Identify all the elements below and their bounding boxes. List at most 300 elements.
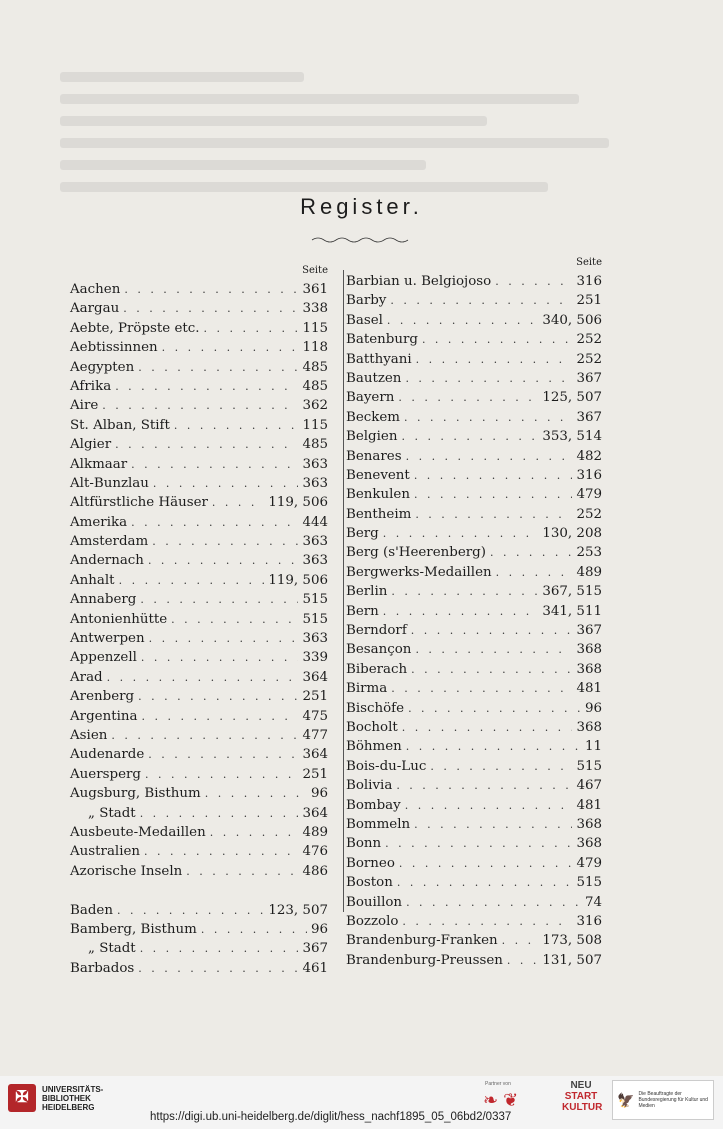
index-entry (346, 485, 602, 504)
viewer-footer (0, 1076, 723, 1129)
leader-dots (402, 912, 572, 931)
leader-dots (405, 796, 573, 815)
leader-dots (174, 416, 299, 435)
entry-page: 96 (310, 786, 328, 802)
leader-dots (140, 804, 299, 823)
entry-name: Berndorf (346, 623, 407, 639)
leader-dots (406, 447, 573, 466)
library-name-line3: HEIDELBERG (42, 1102, 95, 1112)
index-entry (70, 901, 328, 920)
entry-page: 444 (302, 514, 328, 530)
entry-page: 118 (302, 340, 328, 356)
entry-name: Basel (346, 312, 383, 328)
leader-dots (186, 862, 298, 881)
entry-page: 363 (302, 475, 328, 491)
entry-page: 476 (302, 844, 328, 860)
index-entry (346, 330, 602, 349)
entry-page: 482 (576, 448, 602, 464)
index-entry (70, 435, 328, 454)
entry-name: Auersperg (70, 766, 141, 782)
entry-name: Boston (346, 875, 393, 891)
index-entry (70, 804, 328, 823)
index-entry (70, 648, 328, 667)
leader-dots (138, 687, 298, 706)
leader-dots (414, 815, 572, 834)
index-entry (346, 369, 602, 388)
index-entry (346, 602, 602, 621)
entry-page: 96 (584, 700, 602, 716)
title-flourish (310, 236, 414, 244)
page-title: Register. (300, 194, 423, 219)
entry-name: Batenburg (346, 332, 418, 348)
entry-name: Borneo (346, 855, 395, 871)
leader-dots (141, 707, 298, 726)
leader-dots (140, 590, 298, 609)
index-entry (70, 784, 328, 803)
index-entry (346, 427, 602, 446)
entry-name: Bonn (346, 836, 382, 852)
index-entry (346, 524, 602, 543)
entry-page: 467 (576, 778, 602, 794)
entry-page: 363 (302, 631, 328, 647)
entry-name: Bentheim (346, 506, 412, 522)
leader-dots (383, 602, 539, 621)
entry-page: 361 (302, 282, 328, 297)
index-entry (70, 862, 328, 881)
entry-name: Böhmen (346, 739, 402, 755)
index-entry (346, 815, 602, 834)
index-entry (70, 358, 328, 377)
index-entry (346, 796, 602, 815)
entry-name: Appenzell (70, 650, 137, 666)
entry-name: Bommeln (346, 816, 411, 832)
index-entry (346, 854, 602, 873)
entry-page: 485 (302, 359, 328, 375)
leader-dots (502, 931, 539, 950)
leader-dots (162, 338, 299, 357)
leader-dots (111, 726, 298, 745)
leader-dots (153, 474, 299, 493)
entry-page: 475 (302, 708, 328, 724)
entry-name: Azorische Inseln (70, 863, 183, 879)
entry-page: 353, 514 (542, 429, 602, 445)
leader-dots (396, 776, 572, 795)
entry-page: 486 (302, 863, 328, 879)
entry-page: 338 (302, 301, 328, 317)
index-entry (346, 912, 602, 931)
index-entry (70, 707, 328, 726)
entry-page: 368 (576, 836, 602, 852)
index-entry (70, 416, 328, 435)
index-entry (70, 939, 328, 958)
entry-name: Bayern (346, 390, 395, 406)
leader-dots (411, 621, 573, 640)
library-name-line2: BIBLIOTHEK (42, 1093, 91, 1103)
seite-label-left: Seite (302, 265, 328, 276)
entry-name: Bautzen (346, 370, 402, 386)
index-entry (70, 474, 328, 493)
leader-dots (390, 291, 572, 310)
leader-dots (411, 660, 572, 679)
index-entry (346, 466, 602, 485)
entry-page: 339 (302, 650, 328, 666)
entry-page: 252 (576, 506, 602, 522)
seite-label-right: Seite (576, 257, 602, 268)
leader-dots (391, 582, 538, 601)
entry-name: Algier (70, 437, 112, 453)
entry-page: 253 (576, 545, 602, 561)
leader-dots (387, 311, 538, 330)
leader-dots (204, 319, 299, 338)
index-entry (70, 532, 328, 551)
entry-name: Andernach (70, 553, 144, 569)
entry-page: 96 (310, 921, 328, 937)
index-entry (346, 311, 602, 330)
index-entry (70, 280, 328, 299)
neustart-kultur-logo[interactable] (562, 1080, 603, 1116)
entry-name: Brandenburg-Franken (346, 933, 498, 949)
index-entry (346, 951, 602, 970)
entry-page: 481 (576, 797, 602, 813)
leader-dots (399, 854, 573, 873)
entry-page: 123, 507 (268, 902, 328, 918)
entry-page: 74 (584, 894, 602, 910)
leader-dots (401, 427, 538, 446)
index-entry (70, 493, 328, 512)
entry-name: Alt-Bunzlau (70, 475, 149, 491)
entry-name: Barby (346, 293, 387, 309)
index-entry (346, 834, 602, 853)
index-entry (70, 668, 328, 687)
entry-name: Bocholt (346, 719, 398, 735)
index-entry (70, 455, 328, 474)
entry-name: Aachen (70, 282, 121, 297)
entry-page: 367 (576, 409, 602, 425)
entry-page: 119, 506 (268, 495, 328, 511)
index-entry (70, 765, 328, 784)
neustart-line3: KULTUR (562, 1102, 603, 1113)
leader-dots (383, 524, 539, 543)
index-entry (70, 610, 328, 629)
entry-page: 368 (576, 642, 602, 658)
entry-page: 119, 506 (268, 572, 328, 588)
leader-dots (495, 272, 572, 291)
leader-dots (115, 435, 298, 454)
entry-name: Besançon (346, 642, 412, 658)
leader-dots (397, 873, 573, 892)
leader-dots (391, 679, 572, 698)
entry-name: Bischöfe (346, 700, 405, 716)
page-url[interactable]: https://digi.ub.uni-heidelberg.de/diglit/hess_nachf1895_05_06bd2/0337 (150, 1111, 512, 1123)
entry-page: 364 (302, 669, 328, 685)
index-entry (346, 640, 602, 659)
index-entry (346, 408, 602, 427)
leader-dots (117, 901, 264, 920)
column-divider (343, 270, 344, 912)
entry-name: Bamberg, Bisthum (70, 921, 197, 937)
leader-dots (405, 369, 572, 388)
leader-dots (385, 834, 572, 853)
entry-page: 515 (302, 611, 328, 627)
leader-dots (144, 842, 298, 861)
leader-dots (131, 513, 298, 532)
leader-dots (210, 823, 299, 842)
entry-name: Aargau (70, 301, 120, 317)
entry-name: Asien (70, 727, 108, 743)
entry-page: 131, 507 (542, 952, 602, 968)
index-entry (346, 718, 602, 737)
entry-page: 364 (302, 805, 328, 821)
index-entry (70, 590, 328, 609)
leader-dots (145, 765, 298, 784)
entry-page: 340, 506 (542, 312, 602, 328)
leader-dots (402, 718, 573, 737)
index-entry (346, 757, 602, 776)
partner-label: Partner von (485, 1081, 511, 1087)
index-entry (70, 513, 328, 532)
index-entry (70, 571, 328, 590)
entry-page: 367, 515 (542, 584, 602, 600)
index-entry (70, 687, 328, 706)
entry-name: Amerika (70, 514, 128, 530)
entry-name: Bois-du-Luc (346, 758, 427, 774)
leader-dots (205, 784, 307, 803)
index-entry (346, 893, 602, 912)
entry-page: 515 (576, 875, 602, 891)
entry-name: St. Alban, Stift (70, 417, 170, 433)
entry-page: 316 (576, 274, 602, 289)
leader-dots (171, 610, 298, 629)
index-entry (346, 291, 602, 310)
index-entry (346, 931, 602, 950)
index-entry (70, 551, 328, 570)
entry-name: Ausbeute-Medaillen (70, 824, 206, 840)
index-entry (346, 621, 602, 640)
entry-page: 362 (302, 398, 328, 414)
leader-dots (422, 330, 573, 349)
leader-dots (119, 571, 265, 590)
entry-page: 363 (302, 534, 328, 550)
entry-name: Benevent (346, 467, 410, 483)
bkm-text: Die Beauftragte der Bundesregierung für Kultur und Medien (638, 1091, 708, 1109)
entry-page: 251 (302, 766, 328, 782)
leader-dots (149, 629, 299, 648)
entry-name: Argentina (70, 708, 138, 724)
leader-dots (430, 757, 572, 776)
entry-page: 368 (576, 816, 602, 832)
index-entry (70, 299, 328, 318)
entry-page: 363 (302, 553, 328, 569)
neustart-line2: START (564, 1091, 598, 1102)
index-entry (70, 377, 328, 396)
entry-page: 316 (576, 467, 602, 483)
index-column-right (346, 256, 602, 970)
entry-page: 341, 511 (542, 603, 602, 619)
entry-name: Annaberg (70, 592, 137, 608)
entry-name: Aegypten (70, 359, 135, 375)
eagle-icon: 🦅 (617, 1091, 635, 1108)
entry-name: Bouillon (346, 894, 403, 910)
index-entry (346, 543, 602, 562)
entry-name: Bombay (346, 797, 401, 813)
entry-page: 252 (576, 351, 602, 367)
section-gap (70, 881, 328, 900)
index-entry (346, 776, 602, 795)
library-name-line1: UNIVERSITÄTS- (42, 1084, 104, 1094)
leader-dots (212, 493, 264, 512)
leader-dots (141, 648, 299, 667)
entry-page: 485 (302, 437, 328, 453)
entry-name: Berg (346, 526, 379, 542)
leader-dots (124, 280, 298, 299)
entry-page: 130, 208 (542, 526, 602, 542)
entry-name: Belgien (346, 429, 398, 445)
entry-page: 316 (576, 913, 602, 929)
entry-page: 367 (302, 941, 328, 957)
entry-name: Batthyani (346, 351, 412, 367)
entry-name: Benares (346, 448, 402, 464)
entry-name: Augsburg, Bisthum (70, 786, 201, 802)
entry-name: Amsterdam (70, 534, 149, 550)
index-column-left (70, 264, 328, 978)
entry-page: 11 (584, 739, 602, 755)
index-entry (70, 396, 328, 415)
index-entry (70, 338, 328, 357)
leader-dots (414, 485, 572, 504)
entry-page: 367 (576, 370, 602, 386)
entry-name: Audenarde (70, 747, 145, 763)
index-entry (70, 745, 328, 764)
entry-name: Brandenburg-Preussen (346, 952, 503, 968)
entry-name: Biberach (346, 661, 408, 677)
entry-page: 173, 508 (542, 933, 602, 949)
entry-name: Alkmaar (70, 456, 128, 472)
index-entry (346, 350, 602, 369)
entry-name: Berlin (346, 584, 388, 600)
entry-name: Bolivia (346, 778, 393, 794)
entry-name: Barbados (70, 960, 135, 976)
entry-page: 125, 507 (542, 390, 602, 406)
index-entry (346, 447, 602, 466)
entry-page: 461 (302, 960, 328, 976)
entry-page: 367 (576, 623, 602, 639)
index-entry (346, 679, 602, 698)
index-entry (346, 388, 602, 407)
entry-name: Antonienhütte (70, 611, 168, 627)
leader-dots (406, 893, 581, 912)
leader-dots (415, 640, 572, 659)
index-entry (346, 660, 602, 679)
index-entry (346, 737, 602, 756)
partner-logo-icon[interactable]: ❧ ❦ (483, 1090, 519, 1110)
leader-dots (131, 455, 298, 474)
entry-page: 485 (302, 378, 328, 394)
entry-name: Bergwerks-Medaillen (346, 564, 492, 580)
entry-name: Bozzolo (346, 913, 399, 929)
leader-dots (107, 668, 299, 687)
entry-name: Berg (s'Heerenberg) (346, 545, 486, 561)
library-logo-icon: ✠ (8, 1084, 36, 1112)
leader-dots (115, 377, 298, 396)
entry-page: 515 (302, 592, 328, 608)
index-entry (346, 699, 602, 718)
leader-dots (152, 532, 298, 551)
leader-dots (123, 299, 298, 318)
entry-name: Aire (70, 398, 99, 414)
leader-dots (148, 551, 299, 570)
bleed-through (60, 60, 670, 210)
entry-name: Aebte, Pröpste etc. (70, 320, 200, 336)
leader-dots (102, 396, 298, 415)
entry-name: Arenberg (70, 689, 135, 705)
leader-dots (408, 699, 581, 718)
leader-dots (140, 939, 299, 958)
entry-page: 481 (576, 681, 602, 697)
entry-page: 479 (576, 855, 602, 871)
index-entry (70, 726, 328, 745)
entry-name: „ Stadt (88, 805, 136, 821)
leader-dots (404, 408, 572, 427)
index-entry (346, 873, 602, 892)
entry-page: 115 (302, 320, 328, 336)
leader-dots (416, 350, 573, 369)
entry-name: Australien (70, 844, 141, 860)
index-entry (70, 842, 328, 861)
entry-page: 477 (302, 727, 328, 743)
entry-page: 479 (576, 487, 602, 503)
leader-dots (415, 505, 572, 524)
entry-name: Anhalt (70, 572, 115, 588)
entry-page: 368 (576, 661, 602, 677)
index-entry (346, 563, 602, 582)
entry-page: 252 (576, 332, 602, 348)
entry-page: 515 (576, 758, 602, 774)
leader-dots (496, 563, 573, 582)
leader-dots (138, 959, 298, 978)
entry-name: Altfürstliche Häuser (70, 495, 208, 511)
entry-page: 368 (576, 719, 602, 735)
entry-name: Baden (70, 902, 113, 918)
leader-dots (201, 920, 307, 939)
bkm-logo[interactable] (612, 1080, 714, 1120)
index-entry (70, 629, 328, 648)
entry-page: 251 (576, 293, 602, 309)
index-entry (70, 319, 328, 338)
entry-name: Afrika (70, 378, 112, 394)
entry-name: Bern (346, 603, 379, 619)
entry-page: 251 (302, 689, 328, 705)
index-entry (70, 959, 328, 978)
entry-page: 489 (576, 564, 602, 580)
index-entry (70, 920, 328, 939)
entry-name: Barbian u. Belgiojoso (346, 274, 492, 289)
index-entry (346, 582, 602, 601)
neustart-line1: NEU (570, 1080, 592, 1091)
entry-name: Birma (346, 681, 388, 697)
leader-dots (398, 388, 538, 407)
leader-dots (148, 745, 298, 764)
index-entry (346, 505, 602, 524)
leader-dots (507, 951, 538, 970)
leader-dots (490, 543, 572, 562)
entry-page: 115 (302, 417, 328, 433)
entry-page: 489 (302, 824, 328, 840)
entry-name: Benkulen (346, 487, 410, 503)
library-logo[interactable] (8, 1084, 103, 1112)
entry-name: Arad (70, 669, 103, 685)
entry-name: Antwerpen (70, 631, 145, 647)
leader-dots (414, 466, 573, 485)
